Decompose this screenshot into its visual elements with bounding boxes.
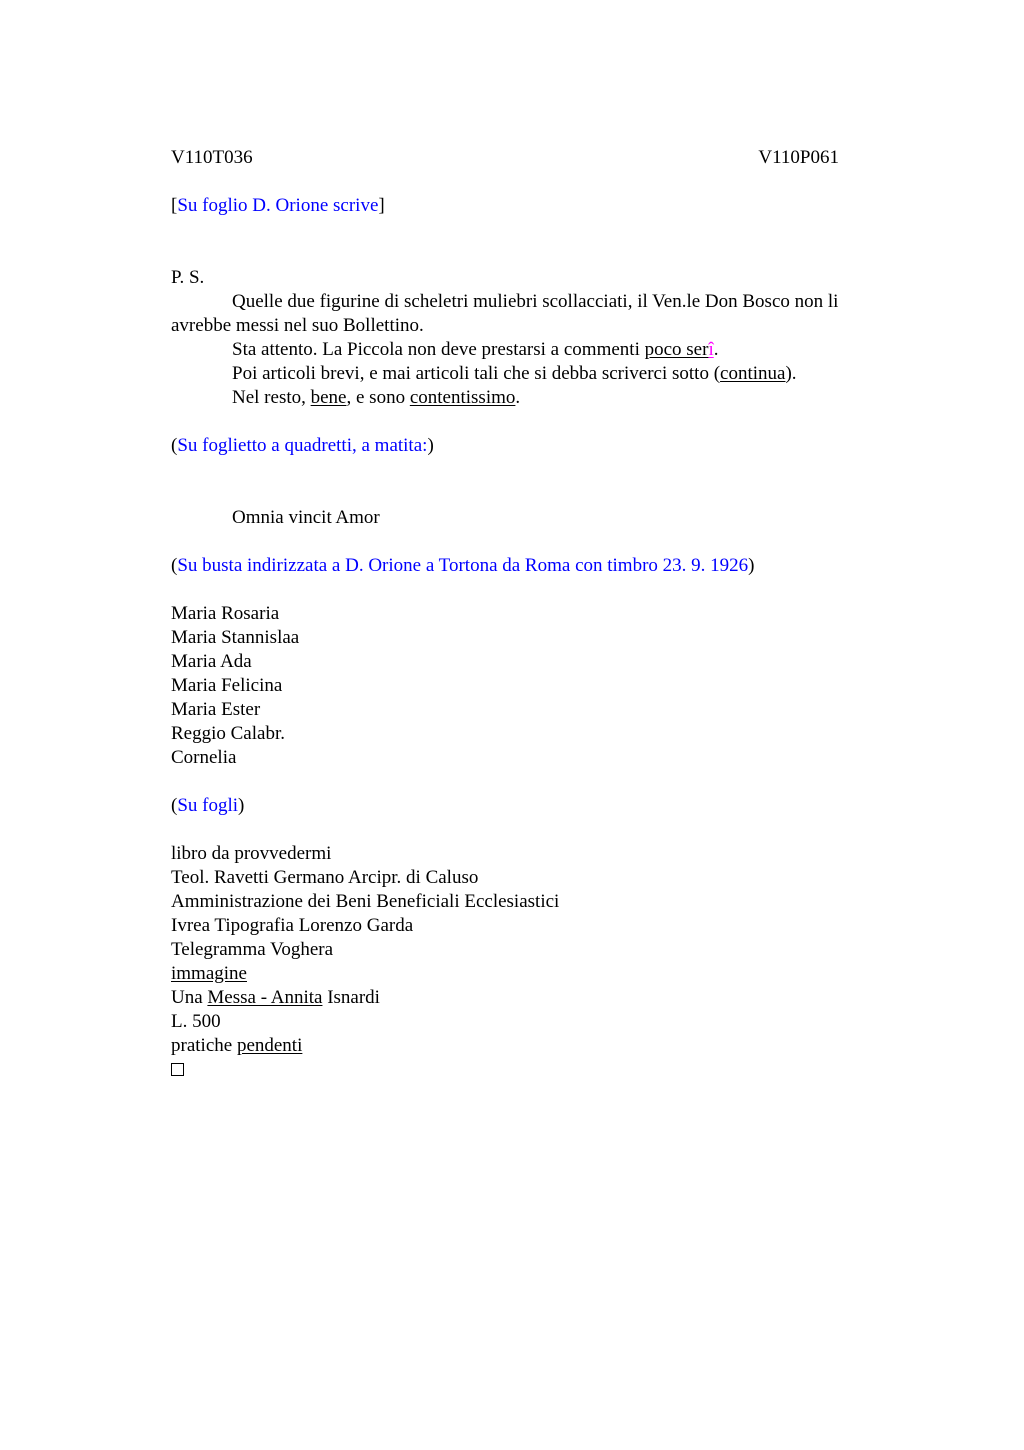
motto: Omnia vincit Amor xyxy=(232,507,380,528)
editorial-note-1: [Su foglio D. Orione scrive] xyxy=(171,195,385,216)
list-item: Reggio Calabr. xyxy=(171,723,285,744)
ps-paragraph-3: Poi articoli brevi, e mai articoli tali che si debba scriverci sotto (continua). xyxy=(232,363,797,384)
ps-label: P. S. xyxy=(171,267,205,288)
left-code: V110T036 xyxy=(171,147,253,168)
editorial-note-4: (Su fogli) xyxy=(171,795,245,816)
list-item: L. 500 xyxy=(171,1011,221,1032)
list-item: Maria Stannislaa xyxy=(171,627,300,648)
ps-paragraph-1: Quelle due figurine di scheletri muliebri scollacciati, il Ven.le Don Bosco non li avrebbe messi nel suo Bollettino. xyxy=(171,291,839,336)
editorial-note-2: (Su foglietto a quadretti, a matita:) xyxy=(171,435,434,456)
list-item: Cornelia xyxy=(171,747,237,768)
names-list xyxy=(171,602,895,770)
list-item: Maria Felicina xyxy=(171,675,283,696)
list-item: Amministrazione dei Beni Beneficiali Ecclesiastici xyxy=(171,891,560,912)
list-item: Maria Ada xyxy=(171,651,252,672)
list-item: Telegramma Voghera xyxy=(171,939,334,960)
list-item: libro da provvedermi xyxy=(171,843,332,864)
right-code: V110P061 xyxy=(758,147,839,168)
list-item: immagine xyxy=(171,963,247,984)
ps-paragraph-2: Sta attento. La Piccola non deve prestarsi a commenti poco serî. xyxy=(232,339,719,360)
notes-list xyxy=(171,842,895,1083)
list-item: Maria Rosaria xyxy=(171,603,280,624)
list-item: Maria Ester xyxy=(171,699,261,720)
header xyxy=(171,146,839,170)
list-item: Ivrea Tipografia Lorenzo Garda xyxy=(171,915,414,936)
ps-paragraph-4: Nel resto, bene, e sono contentissimo. xyxy=(232,387,521,408)
note-text: Su busta indirizzata a D. Orione a Tortona da Roma con timbro 23. 9. 1926 xyxy=(177,555,749,576)
editorial-note-3: (Su busta indirizzata a D. Orione a Tortona da Roma con timbro 23. 9. 1926) xyxy=(171,555,755,576)
list-item: Teol. Ravetti Germano Arcipr. di Caluso xyxy=(171,867,479,888)
list-item: Una Messa - Annita Isnardi xyxy=(171,987,380,1008)
document-page xyxy=(171,146,895,1083)
note-text: Su foglietto a quadretti, a matita: xyxy=(177,435,428,456)
correction-mark: î xyxy=(708,339,714,360)
note-text: Su fogli xyxy=(177,795,239,816)
checkbox-square-icon xyxy=(171,1063,184,1076)
note-text: Su foglio D. Orione scrive xyxy=(177,195,379,216)
list-item: pratiche pendenti xyxy=(171,1035,303,1056)
